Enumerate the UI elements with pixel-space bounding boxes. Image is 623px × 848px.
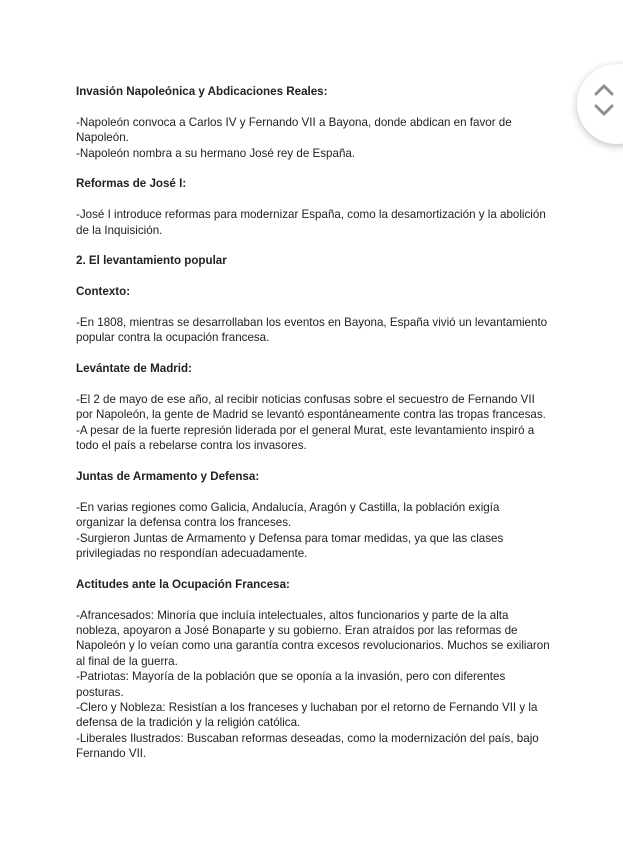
spacer xyxy=(76,99,556,114)
paragraph-line: -En varias regiones como Galicia, Andalucía, Aragón y Castilla, la población exigía xyxy=(76,500,500,514)
paragraph-line: -Napoleón convoca a Carlos IV y Fernando VII a Bayona, donde abdican en favor de xyxy=(76,115,512,129)
document-body xyxy=(76,84,556,777)
paragraph-line: Napoleón. xyxy=(76,131,129,145)
paragraph-line: -Liberales Ilustrados: Buscaban reformas deseadas, como la modernización del país, bajo xyxy=(76,731,539,745)
paragraph-line: nobleza, apoyaron a José Bonaparte y su gobierno. Eran atraídos por las reformas de xyxy=(76,624,518,638)
spacer xyxy=(76,454,556,469)
section-heading: Actitudes ante la Ocupación Francesa: xyxy=(76,577,290,591)
document-section xyxy=(76,577,556,777)
paragraph-line: -Afrancesados: Minoría que incluía intelectuales, altos funcionarios y parte de la alta xyxy=(76,608,509,622)
paragraph-line: popular contra la ocupación francesa. xyxy=(76,331,270,345)
section-heading: Reformas de José I: xyxy=(76,177,187,191)
spacer xyxy=(76,484,556,499)
paragraph-line: -Surgieron Juntas de Armamento y Defensa para tomar medidas, ya que las clases xyxy=(76,531,504,545)
spacer xyxy=(76,161,556,176)
paragraph-line: Napoleón y lo veían como una garantía contra excesos revolucionarios. Muchos se exiliaron xyxy=(76,639,550,653)
spacer xyxy=(76,269,556,284)
chevron-down-icon xyxy=(593,102,615,118)
section-heading: Invasión Napoleónica y Abdicaciones Reales: xyxy=(76,85,328,98)
section-heading: Contexto: xyxy=(76,285,131,299)
paragraph-line: -Patriotas: Mayoría de la población que se oponía a la invasión, pero con diferentes xyxy=(76,670,506,684)
paragraph-line: organizar la defensa contra los franceses. xyxy=(76,516,292,530)
scroll-navigation-widget xyxy=(577,64,623,144)
paragraph-line: privilegiadas no respondían adecuadamente. xyxy=(76,547,308,561)
section-heading: Levántate de Madrid: xyxy=(76,362,192,376)
document-section xyxy=(76,84,556,176)
paragraph-line: -Napoleón nombra a su hermano José rey de España. xyxy=(76,146,356,160)
paragraph-line: defensa de la tradición y la religión católica. xyxy=(76,716,301,730)
paragraph-line: de la Inquisición. xyxy=(76,223,163,237)
paragraph-line: por Napoleón, la gente de Madrid se levantó espontáneamente contra las tropas francesas. xyxy=(76,408,546,422)
spacer xyxy=(76,238,556,253)
document-section xyxy=(76,361,556,469)
paragraph-line: -Clero y Nobleza: Resistían a los franceses y luchaban por el retorno de Fernando VII y la xyxy=(76,701,538,715)
spacer xyxy=(76,561,556,576)
paragraph-line: -A pesar de la fuerte represión liderada por el general Murat, este levantamiento inspiró a xyxy=(76,423,535,437)
paragraph-line: Fernando VII. xyxy=(76,747,147,761)
section-heading: Juntas de Armamento y Defensa: xyxy=(76,470,260,484)
document-section xyxy=(76,176,556,253)
scroll-down-button[interactable] xyxy=(593,102,615,118)
paragraph-line: -José I introduce reformas para modernizar España, como la desamortización y la abolición xyxy=(76,208,546,222)
document-section xyxy=(76,284,556,361)
document-section xyxy=(76,253,556,284)
section-heading: 2. El levantamiento popular xyxy=(76,254,227,268)
scroll-up-button[interactable] xyxy=(593,82,615,98)
spacer xyxy=(76,377,556,392)
document-section xyxy=(76,469,556,577)
paragraph-line: al final de la guerra. xyxy=(76,654,178,668)
paragraph-line: posturas. xyxy=(76,685,124,699)
spacer xyxy=(76,346,556,361)
spacer xyxy=(76,762,556,777)
chevron-up-icon xyxy=(593,82,615,98)
spacer xyxy=(76,192,556,207)
paragraph-line: todo el país a rebelarse contra los invasores. xyxy=(76,439,307,453)
spacer xyxy=(76,300,556,315)
spacer xyxy=(76,592,556,607)
paragraph-line: -En 1808, mientras se desarrollaban los eventos en Bayona, España vivió un levantamiento xyxy=(76,316,548,329)
paragraph-line: -El 2 de mayo de ese año, al recibir noticias confusas sobre el secuestro de Fernando VII xyxy=(76,393,535,406)
